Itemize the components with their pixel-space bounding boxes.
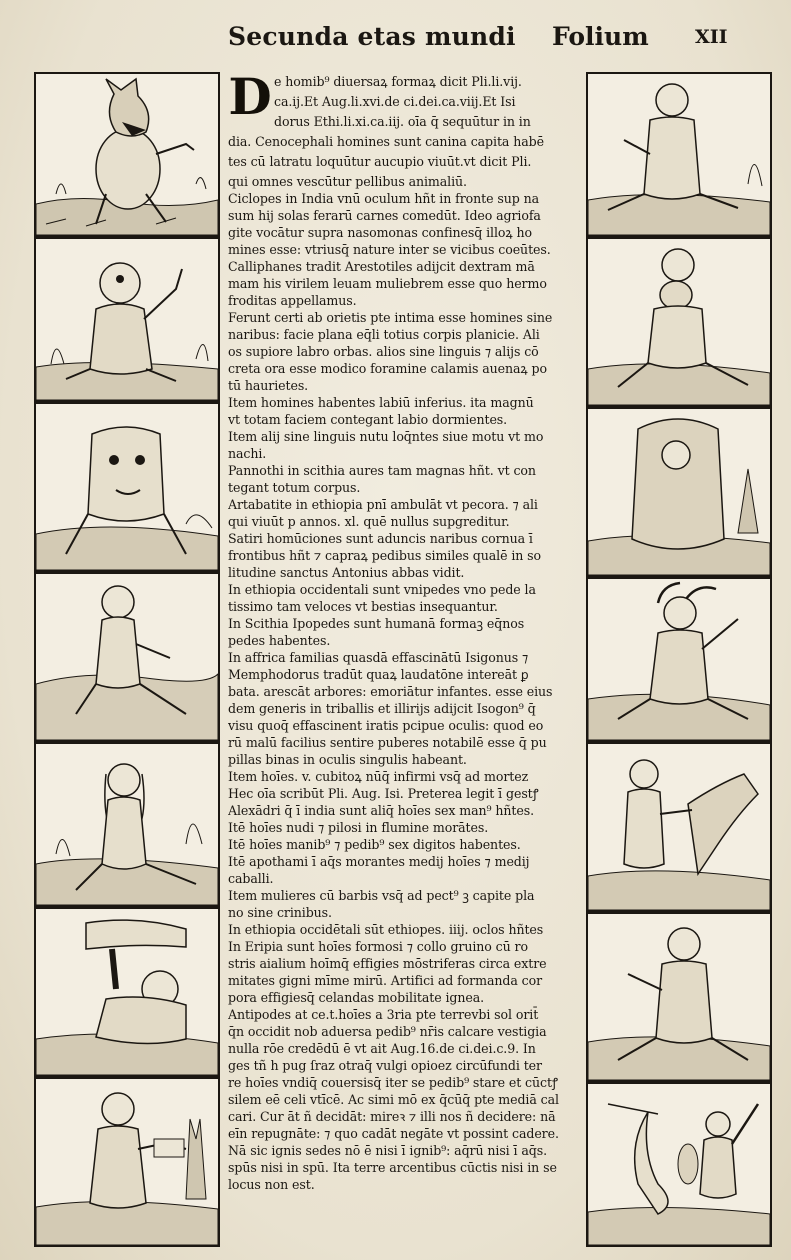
- text-line-40: pillas binas in oculis singulis habeant.: [228, 752, 467, 767]
- pointing-man-icon: [588, 914, 770, 1080]
- panotti-icon: [588, 409, 770, 575]
- hunter-goat-icon: [588, 744, 770, 910]
- text-line-13: froditas appellamus.: [228, 293, 357, 308]
- cyclops-icon: [36, 239, 218, 400]
- text-line-1: e homib⁹ diuersaꝝ formaꝝ dicit Pli.li.vij.: [274, 74, 522, 89]
- running-title: Secunda etas mundi: [228, 22, 516, 51]
- text-line-35: Memphodorus tradūt quaꝝ laudatōne intereāt ꝑ: [228, 667, 529, 682]
- text-line-15: naribus: facie plana eq̄li totius corpis planicie. Ali: [228, 327, 540, 342]
- text-line-28: frontibus hñt ⁊ capraꝝ pedibus similes qualē in so: [228, 548, 542, 563]
- page-header: [0, 22, 791, 58]
- text-line-58: ges tñ h pug ſraz otraq̄ vulgi opioez circūfundi ter: [228, 1058, 542, 1073]
- seated-man-icon: [588, 74, 770, 235]
- scholar-icon: [36, 1079, 218, 1245]
- text-line-29: litudine sanctus Antonius abbas vidit.: [228, 565, 465, 580]
- text-line-23: Pannothi in scithia aures tam magnas hñt. vt con: [228, 463, 536, 478]
- text-line-16: os supiore labro orbas. alios sine linguis ⁊ alijs cō: [228, 344, 539, 359]
- text-line-34: In affrica familias quasdā effascinātū Isigonus ⁊: [228, 650, 529, 665]
- text-line-45: Itē hoīes manib⁹ ⁊ pedib⁹ sex digitos habentes.: [228, 837, 521, 852]
- large-lip-man-icon: [588, 239, 770, 405]
- text-line-51: In Eripia sunt hoīes formosi ⁊ collo gruino cū ro: [228, 939, 528, 954]
- text-line-42: Hec oīa scribūt Pli. Aug. Isi. Preterea legit ī gestꝭ: [228, 786, 539, 801]
- text-line-11: Calliphanes tradit Arestotiles adijcit dextram mā: [228, 259, 535, 274]
- text-line-21: Item alij sine linguis nutu loq̄ntes siue motu vt mo: [228, 429, 544, 444]
- text-line-27: Satiri homūciones sunt aduncis naribus cornua ī: [228, 531, 533, 546]
- text-line-20: vt totam faciem contegant labio dormientes.: [228, 412, 508, 427]
- text-line-57: nulla rōe credēdū ē vt ait Aug.16.de ci.dei.c.9. In: [228, 1041, 536, 1056]
- text-line-26: qui viuūt p annos. xl. quē nullus supgreditur.: [228, 514, 510, 529]
- sciapod-icon: [36, 909, 218, 1075]
- woodcut-seated-man-pointing: [586, 912, 772, 1082]
- woodcut-man-with-large-ears: [586, 407, 772, 577]
- text-line-47: caballi.: [228, 871, 274, 886]
- text-line-32: In Scithia Ipopedes sunt humanā formaꝫ eq̄nos: [228, 616, 525, 631]
- text-line-18: tū haurietes.: [228, 378, 309, 393]
- text-line-10: mines esse: vtriusq̄ nature inter se vicibus coeūtes.: [228, 242, 551, 257]
- woodcut-pygmy-fighting-crane: [586, 1082, 772, 1247]
- woodcut-man-with-large-lip: [586, 237, 772, 407]
- text-line-52: stris aialium hoīmq̄ effigies mōstriferas circa extre: [228, 956, 547, 971]
- text-line-37: dem generis in triballis et illirijs adijcit Isogon⁹ q̄: [228, 701, 536, 716]
- woodcut-horned-satyr: [586, 577, 772, 742]
- woodcut-seated-man-gesturing: [586, 72, 772, 237]
- text-line-9: gite vocātur supra nasomonas confinesq̄ illoꝝ ho: [228, 225, 532, 240]
- text-line-44: Itē hoīes nudi ⁊ pilosi in flumine morātes.: [228, 820, 489, 835]
- text-line-3: dorus Ethi.li.xi.ca.iij. oīa q̄ sequūtur in in: [274, 114, 531, 129]
- text-line-17: creta ora esse modico foramine calamis auenaꝝ po: [228, 361, 547, 376]
- text-line-5: tes cū latratu loquūtur aucupio viuūt.vt dicit Pli.: [228, 154, 532, 169]
- folium-label: Folium: [552, 22, 649, 51]
- text-line-62: eīn repugnāte: ⁊ quo cadāt negāte vt possint cadere.: [228, 1126, 559, 1141]
- woodcut-headless-man: [34, 402, 220, 572]
- text-line-55: Antipodes at ce.t.hoīes a 3ria pte terrevbi sol orit̄: [228, 1007, 539, 1022]
- text-line-38: visu quoq̄ effascinent iratis pcipue oculis: quod eo: [228, 718, 544, 733]
- woodcut-hunter-with-goat: [586, 742, 772, 912]
- woodcut-bearded-scholar-writing: [34, 1077, 220, 1247]
- woodcut-one-footed-man: [34, 907, 220, 1077]
- folio-number: XII: [695, 26, 728, 48]
- text-line-36: bata. arescāt arbores: emoriātur infantes. esse eius: [228, 684, 553, 699]
- text-line-4: dia. Cenocephali homines sunt canina capita habē: [228, 134, 544, 149]
- text-line-22: nachi.: [228, 446, 267, 461]
- woodcut-long-haired-wild-man: [34, 742, 220, 907]
- text-line-24: tegant totum corpus.: [228, 480, 361, 495]
- text-line-12: mam his virilem leuam muliebrem esse quo hermo: [228, 276, 547, 291]
- text-line-19: Item homines habentes labiū inferius. ita magnū: [228, 395, 534, 410]
- woodcut-dog-headed-man: [34, 72, 220, 237]
- text-line-53: mitates gigni mīme mirū. Artifici ad formanda cor: [228, 973, 542, 988]
- dog-headed-man-icon: [36, 74, 218, 235]
- text-line-54: pora effigiesq̄ celandas mobilitate ignea.: [228, 990, 485, 1005]
- wild-man-icon: [36, 744, 218, 905]
- mouthless-man-icon: [36, 574, 218, 740]
- text-line-59: re hoīes vndiq̄ couersisq̄ iter se pedib⁹ stare et cūctꝭ: [228, 1075, 558, 1090]
- decorated-initial: D: [228, 72, 272, 126]
- text-line-6: qui omnes vescūtur pellibus animaliū.: [228, 174, 467, 189]
- text-line-65: locus non est.: [228, 1177, 315, 1192]
- text-line-43: Alexādri q̄ ī india sunt aliq̄ hoīes sex man⁹ hñtes.: [228, 803, 534, 818]
- text-line-8: sum hij solas ferarū carnes comedūt. Ideo agriofa: [228, 208, 541, 223]
- blemmyae-icon: [36, 404, 218, 570]
- text-line-60: silem eē celi vtīcē. Ac simi mō ex q̄cūq̄ pte mediā cal: [228, 1092, 559, 1107]
- text-line-39: rū malū facilius sentire puberes notabilē esse q̄ pu: [228, 735, 547, 750]
- woodcut-mouthless-man: [34, 572, 220, 742]
- text-line-50: In ethiopia occidētali sūt ethiopes. iiij. oclos hñtes: [228, 922, 544, 937]
- pygmy-crane-icon: [588, 1084, 770, 1245]
- text-line-25: Artabatite in ethiopia pnī ambulāt vt pecora. ⁊ ali: [228, 497, 538, 512]
- text-line-56: q̄n occidit nob aduersa pedib⁹ nr̄is calcare vestigia: [228, 1024, 547, 1039]
- satyr-icon: [588, 579, 770, 740]
- text-line-63: Nā sic ignis sedes nō ē nisi ī ignib⁹: aq̄rū nisi ī aq̄s.: [228, 1143, 547, 1158]
- woodcut-one-eyed-man: [34, 237, 220, 402]
- text-line-14: Ferunt certi ab orietis pte intima esse homines sine: [228, 310, 553, 325]
- text-line-49: no sine crinibus.: [228, 905, 332, 920]
- text-line-30: In ethiopia occidentali sunt vnipedes vno pede la: [228, 582, 536, 597]
- text-line-61: cari. Cur āt ñ decidāt: mireꝛ ⁊ illi nos ñ decidere: nā: [228, 1109, 556, 1124]
- text-line-41: Item hoīes. v. cubitoꝝ nūq̄ infirmi vsq̄ ad mortez: [228, 769, 529, 784]
- text-block: [228, 72, 580, 1242]
- text-line-33: pedes habentes.: [228, 633, 331, 648]
- text-line-2: ca.ij.Et Aug.li.xvi.de ci.dei.ca.viij.Et Isi: [274, 94, 516, 109]
- text-line-7: Ciclopes in India vnū oculum hñt in fronte sup na: [228, 191, 539, 206]
- text-line-64: spūs nisi in spū. Ita terre arcentibus cūctis nisi in se: [228, 1160, 557, 1175]
- text-line-46: Itē apothami ī aq̄s morantes medij hoīes ⁊ medij: [228, 854, 530, 869]
- text-line-48: Item mulieres cū barbis vsq̄ ad pect⁹ ꝫ capite pla: [228, 888, 535, 903]
- text-line-31: tissimo tam veloces vt bestias insequantur.: [228, 599, 498, 614]
